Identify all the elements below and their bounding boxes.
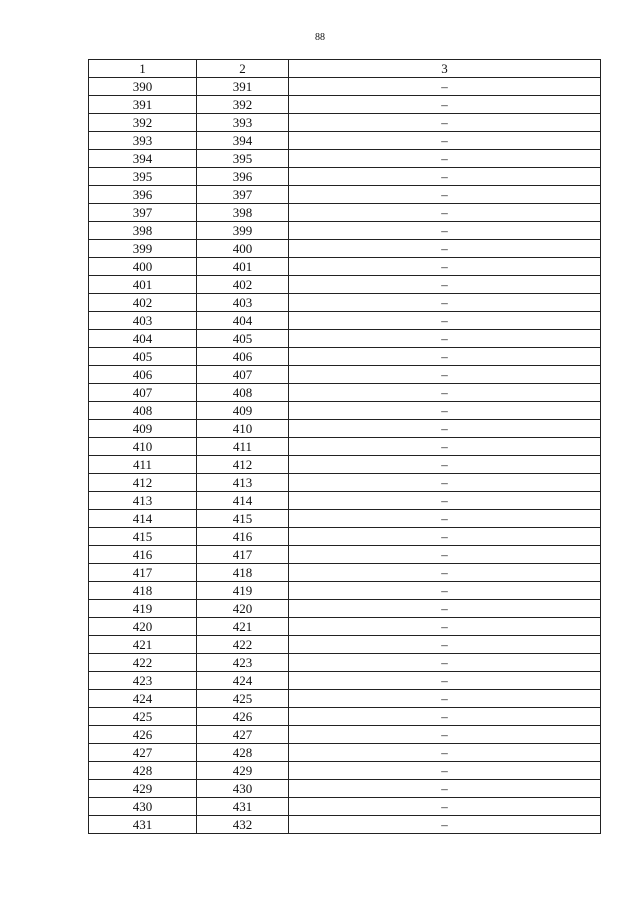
- table-row: [89, 654, 601, 672]
- table-cell-col1: 398: [89, 222, 197, 240]
- table-cell-col2: 409: [197, 402, 289, 420]
- table-row: [89, 240, 601, 258]
- table-cell-col1: 416: [89, 546, 197, 564]
- table-row: [89, 258, 601, 276]
- table-cell-col3: –: [289, 186, 601, 204]
- table-cell-col3: –: [289, 798, 601, 816]
- table-cell-col3: –: [289, 330, 601, 348]
- table-row: [89, 348, 601, 366]
- table-cell-col2: 428: [197, 744, 289, 762]
- table-row: [89, 420, 601, 438]
- table-row: [89, 726, 601, 744]
- table-cell-col1: 430: [89, 798, 197, 816]
- table-row: [89, 474, 601, 492]
- table-cell-col1: 431: [89, 816, 197, 834]
- table-cell-col1: 400: [89, 258, 197, 276]
- table-cell-col2: 402: [197, 276, 289, 294]
- table-cell-col2: 429: [197, 762, 289, 780]
- table-cell-col2: 415: [197, 510, 289, 528]
- table-row: [89, 168, 601, 186]
- table-cell-col3: –: [289, 294, 601, 312]
- table-row: [89, 366, 601, 384]
- table-cell-col2: 424: [197, 672, 289, 690]
- table-cell-col2: 425: [197, 690, 289, 708]
- table-row: [89, 186, 601, 204]
- table-cell-col2: 393: [197, 114, 289, 132]
- table-row: [89, 384, 601, 402]
- table-cell-col1: 429: [89, 780, 197, 798]
- table-cell-col2: 418: [197, 564, 289, 582]
- table-cell-col1: 390: [89, 78, 197, 96]
- table-cell-col2: 397: [197, 186, 289, 204]
- table-row: [89, 438, 601, 456]
- table-row: [89, 78, 601, 96]
- table-cell-col1: 426: [89, 726, 197, 744]
- table-cell-col2: 404: [197, 312, 289, 330]
- table-cell-col3: –: [289, 726, 601, 744]
- table-row: [89, 222, 601, 240]
- page-number: 88: [315, 32, 325, 43]
- table-row: [89, 600, 601, 618]
- table-cell-col2: 423: [197, 654, 289, 672]
- table-cell-col1: 410: [89, 438, 197, 456]
- table-cell-col3: –: [289, 456, 601, 474]
- table-cell-col3: –: [289, 348, 601, 366]
- table-cell-col1: 402: [89, 294, 197, 312]
- table-cell-col2: 419: [197, 582, 289, 600]
- table-cell-col2: 426: [197, 708, 289, 726]
- table-cell-col1: 393: [89, 132, 197, 150]
- table-cell-col1: 428: [89, 762, 197, 780]
- table-cell-col1: 409: [89, 420, 197, 438]
- table-row: [89, 762, 601, 780]
- table-row: [89, 204, 601, 222]
- table-cell-col3: –: [289, 618, 601, 636]
- table-row: [89, 150, 601, 168]
- table-cell-col2: 400: [197, 240, 289, 258]
- header-cell-col1: 1: [89, 60, 197, 78]
- table-cell-col2: 416: [197, 528, 289, 546]
- table-cell-col1: 418: [89, 582, 197, 600]
- table-cell-col2: 401: [197, 258, 289, 276]
- table-cell-col1: 397: [89, 204, 197, 222]
- table-cell-col3: –: [289, 96, 601, 114]
- table-cell-col3: –: [289, 744, 601, 762]
- table-cell-col3: –: [289, 636, 601, 654]
- table-cell-col3: –: [289, 690, 601, 708]
- table-cell-col2: 403: [197, 294, 289, 312]
- table-cell-col1: 420: [89, 618, 197, 636]
- table-cell-col3: –: [289, 582, 601, 600]
- table-cell-col2: 391: [197, 78, 289, 96]
- table-cell-col1: 419: [89, 600, 197, 618]
- table-cell-col2: 406: [197, 348, 289, 366]
- table-cell-col1: 424: [89, 690, 197, 708]
- table-cell-col3: –: [289, 708, 601, 726]
- header-cell-col2: 2: [197, 60, 289, 78]
- table-cell-col1: 417: [89, 564, 197, 582]
- table-cell-col1: 405: [89, 348, 197, 366]
- table-cell-col3: –: [289, 780, 601, 798]
- data-table: [88, 59, 601, 834]
- table-cell-col3: –: [289, 474, 601, 492]
- table-cell-col3: –: [289, 492, 601, 510]
- header-cell-col3: 3: [289, 60, 601, 78]
- table-row: [89, 114, 601, 132]
- table-cell-col2: 427: [197, 726, 289, 744]
- table-row: [89, 294, 601, 312]
- table-cell-col1: 421: [89, 636, 197, 654]
- table-cell-col3: –: [289, 132, 601, 150]
- table-cell-col1: 422: [89, 654, 197, 672]
- table-cell-col2: 392: [197, 96, 289, 114]
- table-cell-col1: 407: [89, 384, 197, 402]
- table-row: [89, 780, 601, 798]
- table-cell-col2: 421: [197, 618, 289, 636]
- table-cell-col3: –: [289, 438, 601, 456]
- table-row: [89, 276, 601, 294]
- table-cell-col3: –: [289, 204, 601, 222]
- table-cell-col3: –: [289, 276, 601, 294]
- table-cell-col3: –: [289, 402, 601, 420]
- table-cell-col3: –: [289, 114, 601, 132]
- table-row: [89, 402, 601, 420]
- table-cell-col1: 425: [89, 708, 197, 726]
- table-cell-col1: 394: [89, 150, 197, 168]
- table-cell-col3: –: [289, 546, 601, 564]
- table-cell-col2: 422: [197, 636, 289, 654]
- table-cell-col1: 408: [89, 402, 197, 420]
- table-cell-col3: –: [289, 564, 601, 582]
- table-cell-col3: –: [289, 762, 601, 780]
- table-cell-col2: 398: [197, 204, 289, 222]
- table-cell-col2: 411: [197, 438, 289, 456]
- table-cell-col2: 396: [197, 168, 289, 186]
- table-cell-col1: 423: [89, 672, 197, 690]
- table-cell-col2: 394: [197, 132, 289, 150]
- table-cell-col2: 399: [197, 222, 289, 240]
- table-cell-col3: –: [289, 240, 601, 258]
- table-row: [89, 492, 601, 510]
- table-cell-col1: 415: [89, 528, 197, 546]
- table-cell-col3: –: [289, 420, 601, 438]
- table-cell-col2: 420: [197, 600, 289, 618]
- table-cell-col2: 414: [197, 492, 289, 510]
- table-cell-col3: –: [289, 168, 601, 186]
- table-row: [89, 330, 601, 348]
- table-row: [89, 798, 601, 816]
- table-header: [89, 60, 601, 78]
- table-cell-col1: 401: [89, 276, 197, 294]
- table-row: [89, 312, 601, 330]
- table-cell-col3: –: [289, 366, 601, 384]
- table-cell-col2: 395: [197, 150, 289, 168]
- table-cell-col3: –: [289, 672, 601, 690]
- table-row: [89, 636, 601, 654]
- table-cell-col3: –: [289, 312, 601, 330]
- table-row: [89, 744, 601, 762]
- table-cell-col3: –: [289, 600, 601, 618]
- table-row: [89, 618, 601, 636]
- table-cell-col1: 403: [89, 312, 197, 330]
- table-cell-col1: 391: [89, 96, 197, 114]
- table-row: [89, 690, 601, 708]
- table-cell-col2: 417: [197, 546, 289, 564]
- table-cell-col3: –: [289, 150, 601, 168]
- table-cell-col1: 392: [89, 114, 197, 132]
- table-cell-col3: –: [289, 510, 601, 528]
- table-cell-col3: –: [289, 528, 601, 546]
- table-cell-col1: 412: [89, 474, 197, 492]
- table-cell-col2: 408: [197, 384, 289, 402]
- table-row: [89, 708, 601, 726]
- table-header-row: [89, 60, 601, 78]
- table-row: [89, 582, 601, 600]
- table-cell-col1: 411: [89, 456, 197, 474]
- table-cell-col1: 395: [89, 168, 197, 186]
- table-cell-col3: –: [289, 258, 601, 276]
- table-cell-col1: 414: [89, 510, 197, 528]
- table-cell-col1: 406: [89, 366, 197, 384]
- table-cell-col3: –: [289, 654, 601, 672]
- table-row: [89, 96, 601, 114]
- table-cell-col2: 430: [197, 780, 289, 798]
- table-cell-col2: 412: [197, 456, 289, 474]
- table-row: [89, 546, 601, 564]
- table-cell-col3: –: [289, 816, 601, 834]
- table-row: [89, 564, 601, 582]
- table-cell-col1: 399: [89, 240, 197, 258]
- table-cell-col2: 405: [197, 330, 289, 348]
- table-cell-col3: –: [289, 384, 601, 402]
- table-cell-col1: 404: [89, 330, 197, 348]
- table-row: [89, 132, 601, 150]
- table-row: [89, 456, 601, 474]
- table-body: [89, 78, 601, 834]
- table-cell-col2: 407: [197, 366, 289, 384]
- table-row: [89, 672, 601, 690]
- table-cell-col2: 432: [197, 816, 289, 834]
- table-cell-col2: 431: [197, 798, 289, 816]
- table-cell-col1: 427: [89, 744, 197, 762]
- table-row: [89, 528, 601, 546]
- table-row: [89, 816, 601, 834]
- table-cell-col2: 410: [197, 420, 289, 438]
- table-cell-col1: 413: [89, 492, 197, 510]
- table-cell-col3: –: [289, 78, 601, 96]
- table-cell-col3: –: [289, 222, 601, 240]
- table-row: [89, 510, 601, 528]
- table-cell-col1: 396: [89, 186, 197, 204]
- table-cell-col2: 413: [197, 474, 289, 492]
